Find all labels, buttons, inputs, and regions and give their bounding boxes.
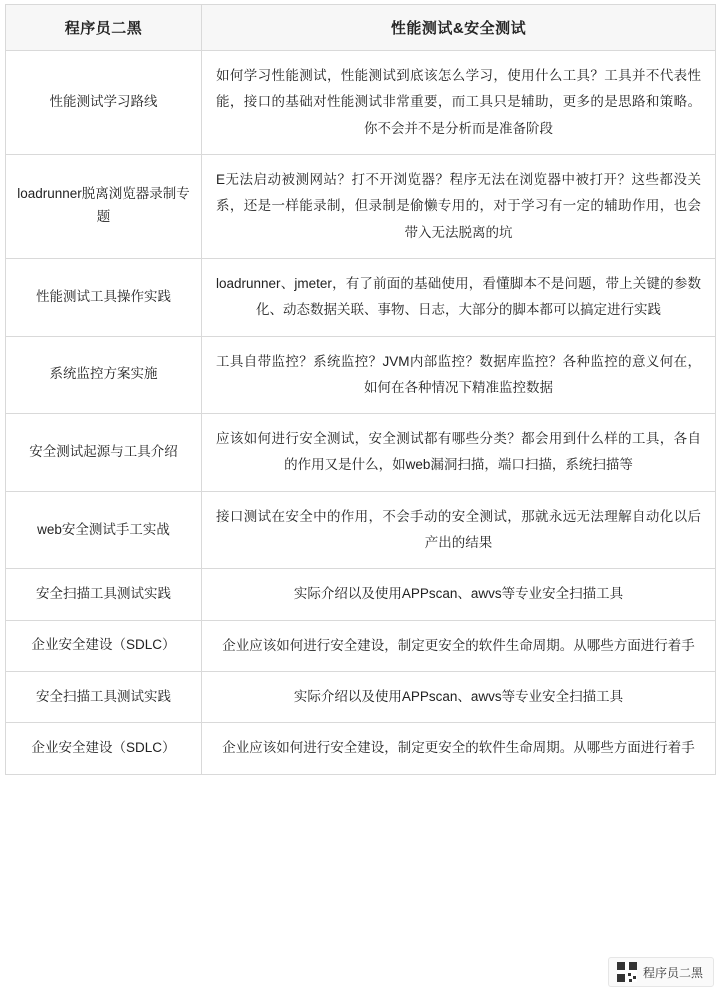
table-body — [6, 51, 716, 775]
table-row — [6, 336, 716, 414]
description-cell: E无法启动被测网站？打不开浏览器？程序无法在浏览器中被打开？这些都没关系，还是一样能录制，但录制是偷懒专用的，对于学习有一定的辅助作用，也会带入无法脱离的坑 — [202, 154, 716, 258]
qr-code-icon — [617, 962, 637, 982]
column-header-description: 性能测试&安全测试 — [202, 5, 716, 51]
account-name: 程序员二黑 — [642, 965, 703, 980]
topic-cell: 企业安全建设（SDLC） — [6, 620, 202, 671]
account-badge — [608, 957, 714, 987]
table-row — [6, 672, 716, 723]
topic-cell: 安全扫描工具测试实践 — [6, 672, 202, 723]
description-cell: 工具自带监控？系统监控？JVM内部监控？数据库监控？各种监控的意义何在，如何在各种情况下精准监控数据 — [202, 336, 716, 414]
table-row — [6, 51, 716, 155]
description-cell: 实际介绍以及使用APPscan、awvs等专业安全扫描工具 — [202, 569, 716, 620]
topic-cell: 安全扫描工具测试实践 — [6, 569, 202, 620]
table-row — [6, 723, 716, 774]
description-cell: loadrunner、jmeter，有了前面的基础使用，看懂脚本不是问题，带上关键的参数化、动态数据关联、事物、日志，大部分的脚本都可以搞定进行实践 — [202, 258, 716, 336]
description-cell: 企业应该如何进行安全建设，制定更安全的软件生命周期。从哪些方面进行着手 — [202, 620, 716, 671]
topic-cell: loadrunner脱离浏览器录制专题 — [6, 154, 202, 258]
table-row — [6, 620, 716, 671]
table-row — [6, 491, 716, 569]
topic-cell: 性能测试学习路线 — [6, 51, 202, 155]
table-row — [6, 258, 716, 336]
topic-cell: web安全测试手工实战 — [6, 491, 202, 569]
topic-cell: 系统监控方案实施 — [6, 336, 202, 414]
topic-cell: 企业安全建设（SDLC） — [6, 723, 202, 774]
column-header-topic: 程序员二黑 — [6, 5, 202, 51]
document-page — [0, 4, 720, 993]
table-header — [6, 5, 716, 51]
description-cell: 企业应该如何进行安全建设，制定更安全的软件生命周期。从哪些方面进行着手 — [202, 723, 716, 774]
description-cell: 应该如何进行安全测试，安全测试都有哪些分类？都会用到什么样的工具，各自的作用又是什么，如web漏洞扫描，端口扫描，系统扫描等 — [202, 414, 716, 492]
topic-cell: 性能测试工具操作实践 — [6, 258, 202, 336]
description-cell: 接口测试在安全中的作用，不会手动的安全测试，那就永远无法理解自动化以后产出的结果 — [202, 491, 716, 569]
table-row — [6, 569, 716, 620]
table-row — [6, 414, 716, 492]
description-cell: 如何学习性能测试，性能测试到底该怎么学习，使用什么工具？工具并不代表性能，接口的基础对性能测试非常重要，而工具只是辅助，更多的是思路和策略。你不会并不是分析而是准备阶段 — [202, 51, 716, 155]
table-header-row — [6, 5, 716, 51]
topics-table — [5, 4, 716, 775]
table-row — [6, 154, 716, 258]
description-cell: 实际介绍以及使用APPscan、awvs等专业安全扫描工具 — [202, 672, 716, 723]
topic-cell: 安全测试起源与工具介绍 — [6, 414, 202, 492]
